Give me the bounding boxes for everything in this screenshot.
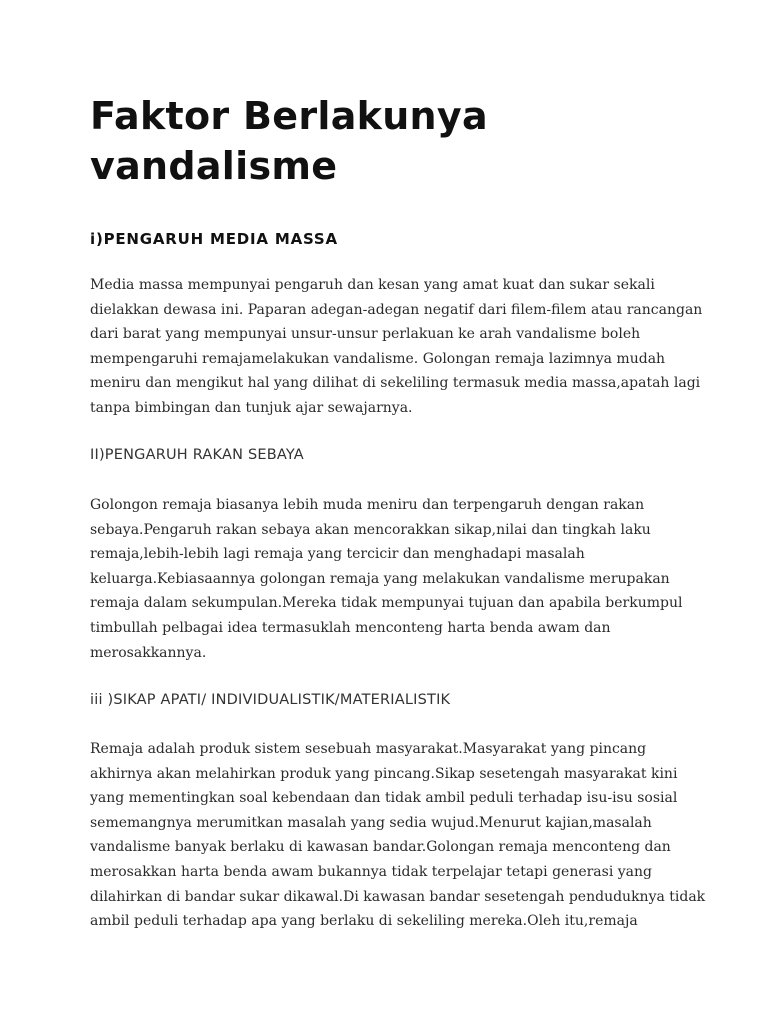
paragraph-line: merosakkan harta benda awam bukannya tidak terpelajar tetapi generasi yang bbox=[90, 863, 653, 880]
section-heading-rakan-sebaya: II)PENGARUH RAKAN SEBAYA bbox=[90, 447, 304, 463]
paragraph-line: Golongon remaja biasanya lebih muda meniru dan terpengaruh dengan rakan bbox=[90, 497, 645, 513]
paragraph-line: mempengaruhi remajamelakukan vandalisme. Golongan remaja lazimnya mudah bbox=[90, 350, 666, 367]
paragraph-line: keluarga.Kebiasaannya golongan remaja yang melakukan vandalisme merupakan bbox=[90, 570, 670, 587]
paragraph-line: sememangnya merumitkan masalah yang sedia wujud.Menurut kajian,masalah bbox=[90, 814, 652, 831]
paragraph-line: yang mementingkan soal kebendaan dan tidak ambil peduli terhadap isu-isu sosial bbox=[90, 790, 678, 807]
paragraph-line: timbullah pelbagai idea termasuklah menconteng harta benda awam dan bbox=[90, 619, 611, 636]
paragraph-line: meniru dan mengikut hal yang dilihat di sekeliling termasuk media massa,apatah lagi bbox=[90, 375, 701, 392]
title-line: vandalisme bbox=[90, 144, 338, 188]
paragraph-line: merosakkannya. bbox=[90, 644, 207, 661]
paragraph-rakan-sebaya bbox=[90, 493, 683, 665]
paragraph-line: sebaya.Pengaruh rakan sebaya akan mencorakkan sikap,nilai dan tingkah laku bbox=[90, 521, 651, 538]
paragraph-line: Remaja adalah produk sistem sesebuah masyarakat.Masyarakat yang pincang bbox=[90, 741, 647, 757]
paragraph-line: remaja dalam sekumpulan.Mereka tidak mempunyai tujuan dan apabila berkumpul bbox=[90, 595, 683, 612]
paragraph-line: vandalisme banyak berlaku di kawasan bandar.Golongan remaja menconteng dan bbox=[90, 839, 671, 856]
title-line: Faktor Berlakunya bbox=[90, 94, 488, 138]
paragraph-sikap-apati bbox=[90, 737, 706, 934]
document-title bbox=[90, 91, 690, 191]
section-heading-media-massa: i)PENGARUH MEDIA MASSA bbox=[90, 230, 338, 248]
paragraph-line: ambil peduli terhadap apa yang berlaku di sekeliling mereka.Oleh itu,remaja bbox=[90, 913, 638, 930]
paragraph-media-massa bbox=[90, 273, 703, 421]
paragraph-line: Media massa mempunyai pengaruh dan kesan yang amat kuat dan sukar sekali bbox=[90, 277, 655, 293]
paragraph-line: dilahirkan di bandar sukar dikawal.Di kawasan bandar sesetengah penduduknya tidak bbox=[90, 888, 706, 905]
paragraph-line: dari barat yang mempunyai unsur-unsur perlakuan ke arah vandalisme boleh bbox=[90, 326, 641, 343]
paragraph-line: tanpa bimbingan dan tunjuk ajar sewajarnya. bbox=[90, 399, 413, 416]
paragraph-line: dielakkan dewasa ini. Paparan adegan-adegan negatif dari filem-filem atau rancangan bbox=[90, 301, 703, 318]
paragraph-line: akhirnya akan melahirkan produk yang pincang.Sikap sesetengah masyarakat kini bbox=[90, 765, 678, 782]
paragraph-line: remaja,lebih-lebih lagi remaja yang tercicir dan menghadapi masalah bbox=[90, 546, 585, 563]
section-heading-sikap-apati: iii )SIKAP APATI/ INDIVIDUALISTIK/MATERIALISTIK bbox=[90, 692, 451, 708]
